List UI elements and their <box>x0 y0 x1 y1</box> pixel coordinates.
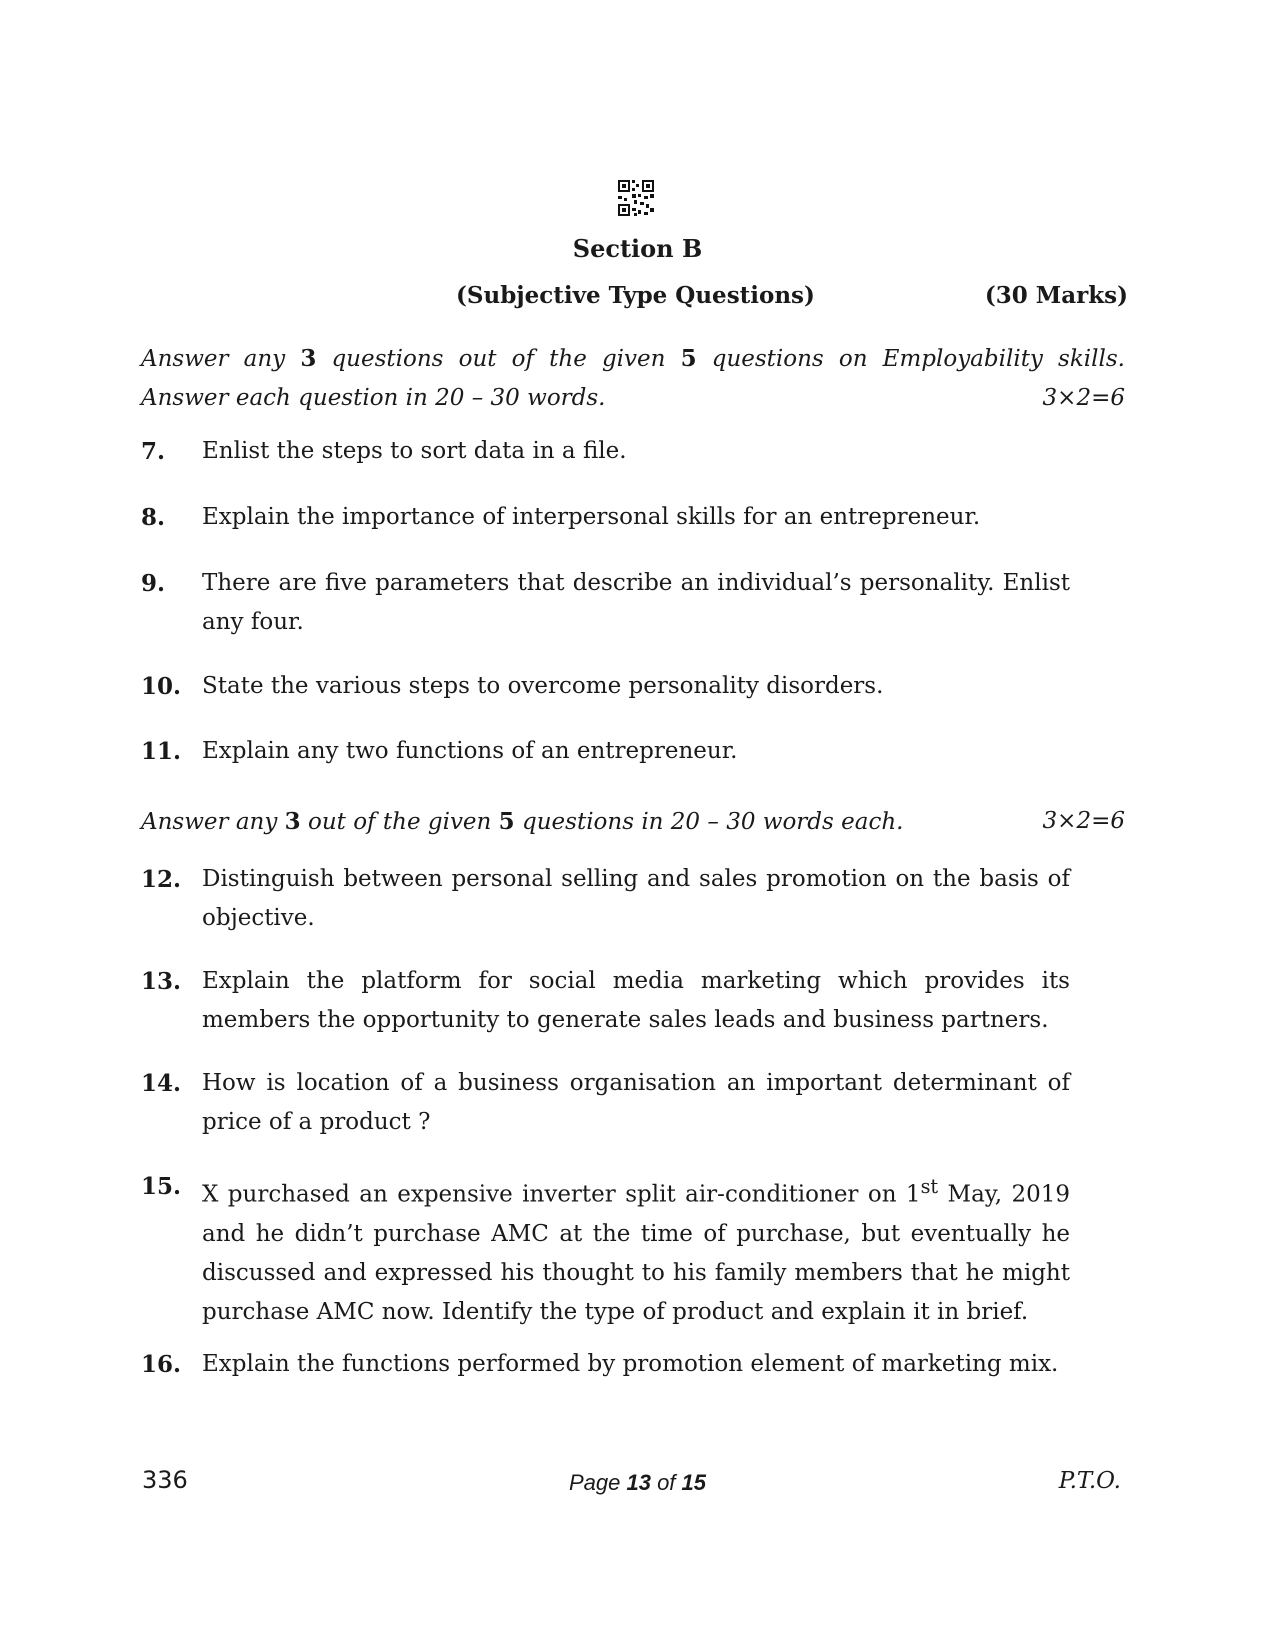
page-number: Page 13 of 15 <box>568 1470 707 1495</box>
instruction-line: Answer any 3 out of the given 5 questions in 20 – 30 words each. 3×2=6 <box>141 808 1125 848</box>
instruction-score: 3×2=6 <box>1042 808 1125 834</box>
question-8 <box>141 498 1070 537</box>
question-14 <box>141 1064 1070 1142</box>
qr-code-icon <box>618 180 654 216</box>
section-subtitle: (Subjective Type Questions) <box>456 282 815 309</box>
instruction-employability <box>141 345 1125 425</box>
question-16 <box>141 1345 1070 1384</box>
question-number: 11. <box>141 738 182 765</box>
question-number: 7. <box>141 438 166 465</box>
question-number: 13. <box>141 968 182 995</box>
question-12 <box>141 860 1070 938</box>
question-text: Enlist the steps to sort data in a file. <box>202 438 627 464</box>
question-13 <box>141 962 1070 1040</box>
ordinal-suffix: st <box>920 1175 939 1198</box>
question-text: Distinguish between personal selling and sales promotion on the basis of objective. <box>202 866 1070 931</box>
question-text: State the various steps to overcome personality disorders. <box>202 673 884 699</box>
instruction-line-2: Answer each question in 20 – 30 words. 3×2=6 <box>141 385 1125 425</box>
question-15 <box>141 1167 1070 1332</box>
paper-code: 336 <box>142 1466 188 1494</box>
question-number: 15. <box>141 1173 182 1200</box>
instruction-line-1: Answer any 3 questions out of the given 5 questions on Employability skills. <box>141 345 1125 372</box>
instruction-score: 3×2=6 <box>1042 385 1125 411</box>
question-number: 8. <box>141 504 166 531</box>
question-text: Explain the functions performed by promotion element of marketing mix. <box>202 1351 1059 1377</box>
section-marks: (30 Marks) <box>984 282 1128 309</box>
pto-label: P.T.O. <box>1058 1468 1121 1494</box>
question-text: X purchased an expensive inverter split air-conditioner on 1st May, 2019 and he didn’t purchase AMC at the time of purchase, but eventually he discussed and expressed his thought to his family members that he might purchase AMC now. Identify the type of product and explain it in brief. <box>202 1175 1071 1325</box>
question-11 <box>141 732 1070 771</box>
question-number: 12. <box>141 866 182 893</box>
instruction-marketing <box>141 808 1125 848</box>
question-number: 16. <box>141 1351 182 1378</box>
question-7 <box>141 432 1070 471</box>
section-title: Section B <box>572 234 703 263</box>
question-9 <box>141 564 1070 642</box>
question-text: Explain any two functions of an entrepreneur. <box>202 738 738 764</box>
question-10 <box>141 667 1070 706</box>
question-number: 9. <box>141 570 166 597</box>
question-number: 14. <box>141 1070 182 1097</box>
question-text: There are five parameters that describe an individual’s personality. Enlist any four. <box>202 570 1070 635</box>
question-number: 10. <box>141 673 182 700</box>
question-text: Explain the importance of interpersonal skills for an entrepreneur. <box>202 504 981 530</box>
question-text: Explain the platform for social media marketing which provides its members the opportunity to generate sales leads and business partners. <box>202 968 1070 1033</box>
question-text: How is location of a business organisation an important determinant of price of a product ? <box>202 1070 1070 1135</box>
